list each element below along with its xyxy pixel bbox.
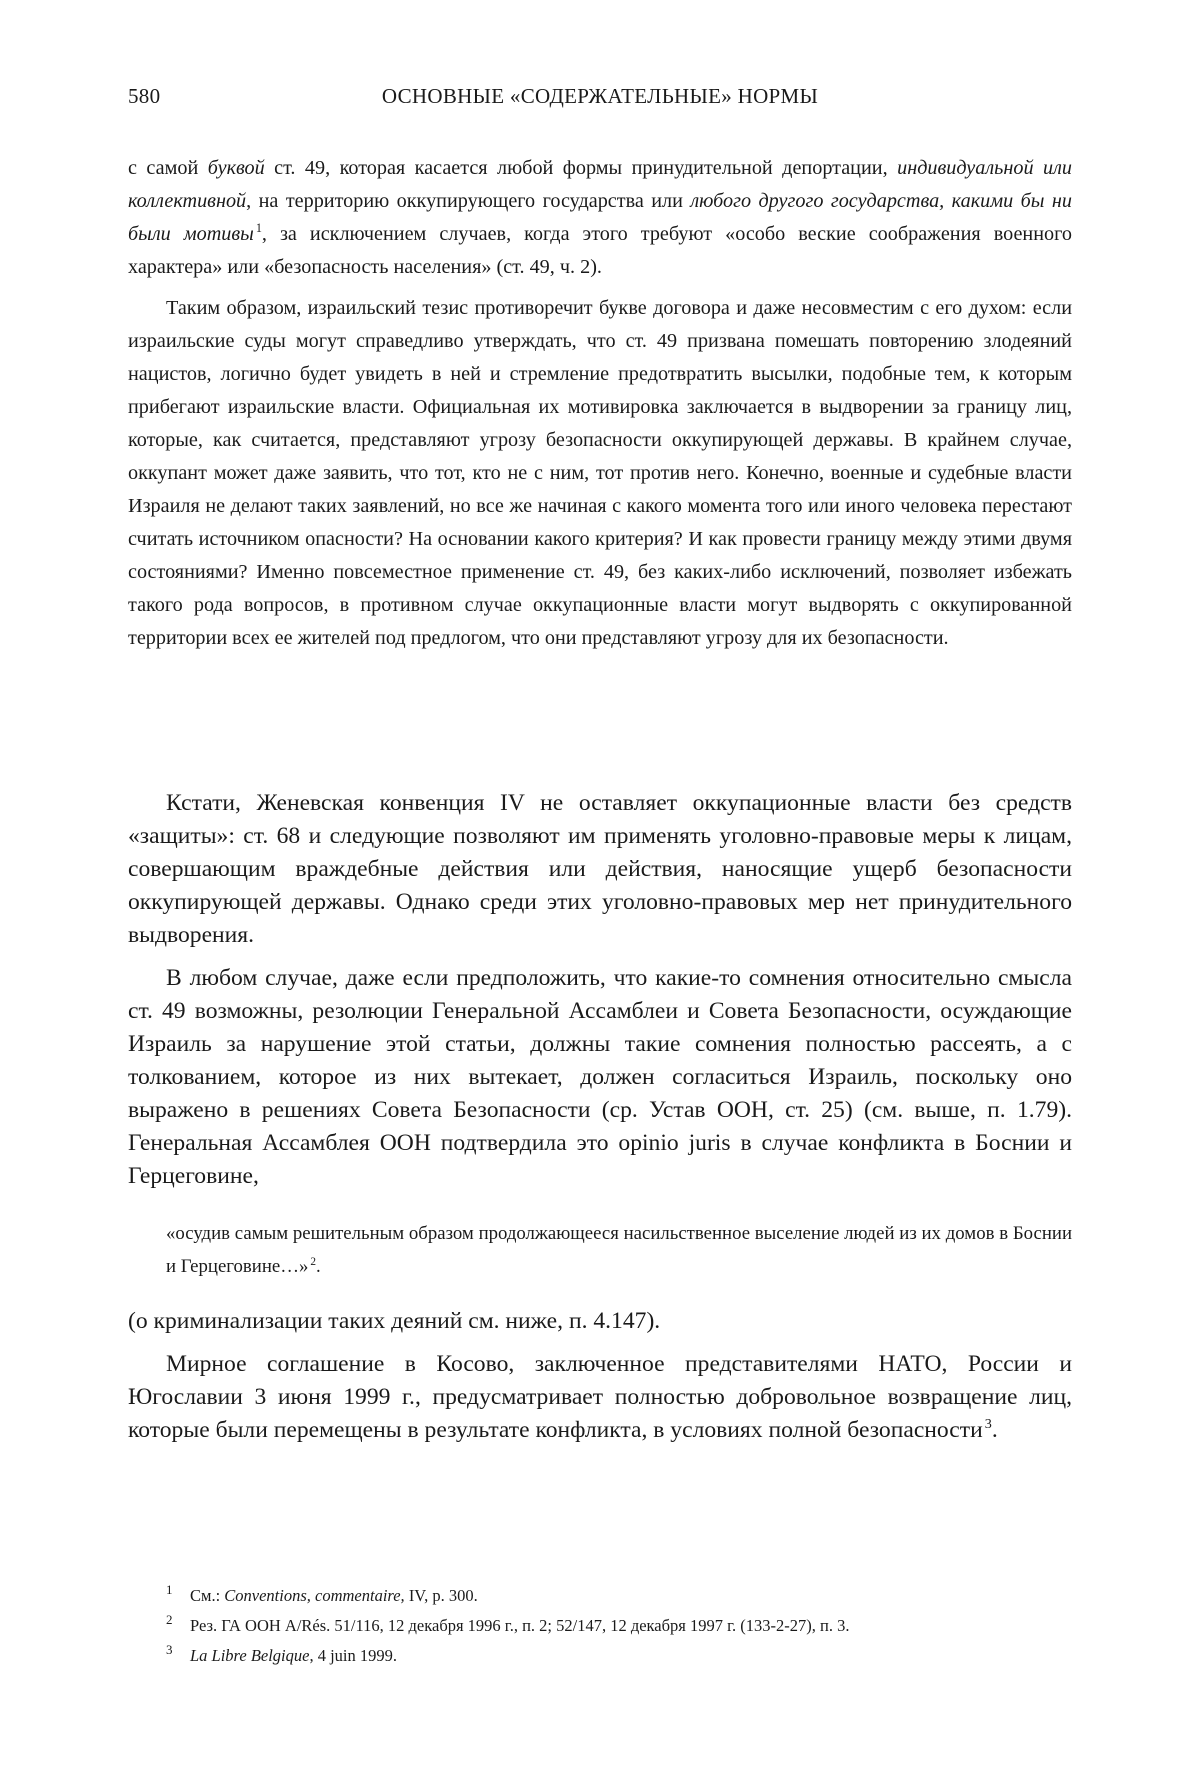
paragraph-1: с самой буквой ст. 49, которая касается любой формы принудительной депортации, индивидуальной или коллективной, на территорию оккупирующего государства или любого другого государства, какими бы ни были мотивы $^1$, за исключением случаев, когда этого требуют «особо веские соображения военного характера» или «безопасность населения» (ст. 49, ч. 2). <box>128 157 1073 278</box>
footnote-1: 1 См.: Conventions, commentaire, IV, p. 300. <box>166 1581 1072 1611</box>
block-quote: «осудив самым решительным образом продолжающееся насильственное выселение людей из их домов в Боснии и Герцеговине…» $^2$. <box>166 1223 1072 1277</box>
body-text-large <box>128 787 1072 1457</box>
paragraph-6: Мирное соглашение в Косово, заключенное представителями НАТО, России и Югославии 3 июня 1999 г., предусматривает полностью добровольное возвращение лиц, которые были перемещены в результате конфликта, в условиях полной безопасности $^3$. <box>128 1351 1072 1443</box>
page-number: 580 <box>128 84 161 108</box>
paragraph-3: Кстати, Женевская конвенция IV не оставляет оккупационные власти без средств «защиты»: ст. 68 и следующие позволяют им применять уголовно-правовые меры к лицам, совершающим враждебные действия или действия, наносящие ущерб безопасности оккупирующей державы. Однако среди этих уголовно-правовых мер нет принудительного выдворения. <box>128 790 1072 948</box>
footnote-number: 1 <box>166 1582 173 1597</box>
paragraph-2: Таким образом, израильский тезис противоречит букве договора и даже несовместим с его духом: если израильские суды могут справедливо утверждать, что ст. 49 призвана помешать повторению злодеяний нацистов, логично будет увидеть в ней и стремление предотвратить высылки, подобные тем, к которым прибегают израильские власти. Официальная их мотивировка заключается в выдворении за границу лиц, которые, как считается, представляют угрозу безопасности оккупирующей державы. В крайнем случае, оккупант может даже заявить, что тот, кто не с ним, тот против него. Конечно, военные и судебные власти Израиля не делают таких заявлений, но все же начиная с какого момента того или иного человека перестают считать источником опасности? На основании какого критерия? И как провести границу между этими двумя состояниями? Именно повсеместное применение ст. 49, без каких-либо исключений, позволяет избежать такого рода вопросов, в противном случае оккупационные власти могут выдворять с оккупированной территории всех ее жителей под предлогом, что они представляют угрозу для их безопасности. <box>128 297 1072 649</box>
footnote-ref-1[interactable]: 1 <box>255 221 262 236</box>
chapter-title: ОСНОВНЫЕ «СОДЕРЖАТЕЛЬНЫЕ» НОРМЫ <box>381 84 819 108</box>
body-text-small <box>128 152 1072 663</box>
footnote-number: 3 <box>166 1642 173 1657</box>
footnote-3: 3 La Libre Belgique, 4 juin 1999. <box>166 1641 1072 1671</box>
footnote-number: 2 <box>166 1612 173 1627</box>
footnotes <box>166 1581 1072 1671</box>
paragraph-5: (о криминализации таких деяний см. ниже, п. 4.147). <box>128 1308 661 1334</box>
footnote-2: 2 Рез. ГА ООН A/Rés. 51/116, 12 декабря 1996 г., п. 2; 52/147, 12 декабря 1997 г. (133-2-27), п. 3. <box>166 1611 1072 1641</box>
footnote-ref-2[interactable]: 2 <box>310 1255 317 1268</box>
footnote-ref-3[interactable]: 3 <box>984 1416 992 1433</box>
paragraph-4: В любом случае, даже если предположить, что какие-то сомнения относительно смысла ст. 49 возможны, резолюции Генеральной Ассамблеи и Совета Безопасности, осуждающие Израиль за нарушение этой статьи, должны такие сомнения полностью рассеять, а с толкованием, которое из них вытекает, должен согласиться Израиль, поскольку оно выражено в решениях Совета Безопасности (ср. Устав ООН, ст. 25) (см. выше, п. 1.79). Генеральная Ассамблея ООН подтвердила это opinio juris в случае конфликта в Боснии и Герцеговине, <box>128 965 1072 1189</box>
running-head <box>128 84 1072 114</box>
